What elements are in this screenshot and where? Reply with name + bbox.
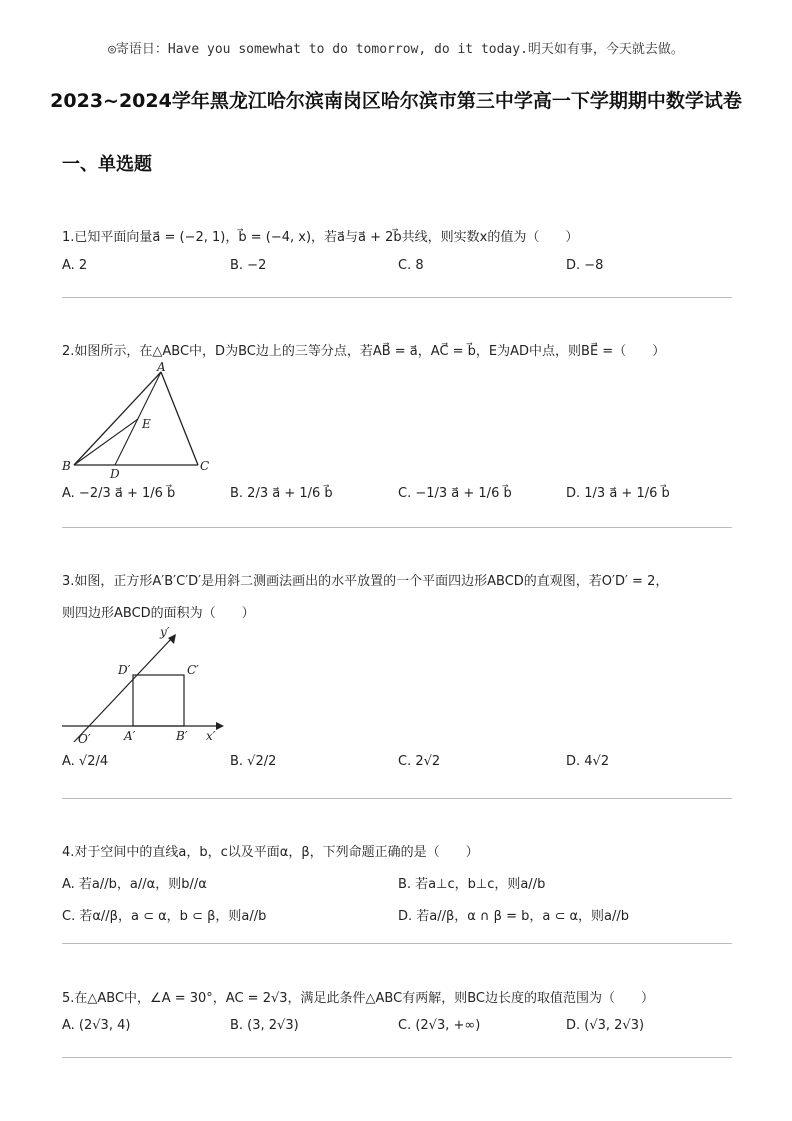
q3-option-d: D. 4√2 (566, 754, 610, 769)
divider (62, 297, 732, 298)
label-a-prime: A′ (124, 729, 136, 743)
question-2-stem: 2.如图所示，在△ABC中，D为BC边上的三等分点，若AB⃗ = a⃗，AC⃗ = b⃗，E为AD中点，则BE⃗ =（ ） (62, 344, 666, 359)
q2-option-b: B. 2/3 a⃗ + 1/6 b⃗ (230, 486, 333, 501)
section-heading: 一、单选题 (62, 154, 152, 175)
label-o-prime: O′ (78, 732, 91, 746)
q4-option-b: B. 若a⊥c，b⊥c，则a//b (398, 877, 546, 892)
label-c-prime: C′ (187, 663, 199, 677)
label-b-prime: B′ (176, 729, 188, 743)
q1-option-d: D. −8 (566, 258, 604, 273)
exam-title: 2023~2024学年黑龙江哈尔滨南岗区哈尔滨市第三中学高一下学期期中数学试卷 (50, 90, 742, 112)
triangle-figure (58, 362, 228, 482)
question-5-stem: 5.在△ABC中，∠A = 30°，AC = 2√3，满足此条件△ABC有两解，则BC边长度的取值范围为（ ） (62, 991, 654, 1006)
q5-option-c: C. (2√3, +∞) (398, 1018, 481, 1033)
q4-option-a: A. 若a//b，a//α，则b//α (62, 877, 207, 892)
q3-option-c: C. 2√2 (398, 754, 441, 769)
q1-option-a: A. 2 (62, 258, 88, 273)
q4-option-d: D. 若a//β，α ∩ β = b，a ⊂ α，则a//b (398, 909, 630, 924)
divider (62, 1057, 732, 1058)
q1-option-b: B. −2 (230, 258, 267, 273)
q2-option-c: C. −1/3 a⃗ + 1/6 b⃗ (398, 486, 512, 501)
divider (62, 943, 732, 944)
question-4-stem: 4.对于空间中的直线a，b，c以及平面α，β，下列命题正确的是（ ） (62, 845, 479, 860)
q2-option-d: D. 1/3 a⃗ + 1/6 b⃗ (566, 486, 670, 501)
question-1-stem: 1.已知平面向量a⃗ = (−2, 1)，b⃗ = (−4, x)，若a⃗与a⃗ + 2b⃗共线，则实数x的值为（ ） (62, 230, 579, 245)
label-a: A (157, 362, 166, 374)
label-b: B (62, 459, 71, 473)
q3-option-a: A. √2/4 (62, 754, 109, 769)
label-d: D (110, 467, 120, 481)
label-c: C (200, 459, 210, 473)
q1-option-c: C. 8 (398, 258, 424, 273)
q3-option-b: B. √2/2 (230, 754, 277, 769)
segment-be (74, 419, 138, 465)
q4-option-c: C. 若α//β，a ⊂ α，b ⊂ β，则a//b (62, 909, 267, 924)
side-ac (161, 372, 198, 465)
label-y-prime: y′ (160, 625, 170, 639)
square-a-b-c-d (133, 675, 184, 726)
oblique-projection-figure (58, 622, 228, 752)
divider (62, 798, 732, 799)
label-d-prime: D′ (118, 663, 131, 677)
label-x-prime: x′ (206, 729, 216, 743)
question-3-stem-line2: 则四边形ABCD的面积为（ ） (62, 606, 255, 621)
segment-ad (115, 372, 161, 465)
q5-option-a: A. (2√3, 4) (62, 1018, 131, 1033)
x-axis-arrow (216, 722, 224, 730)
q5-option-b: B. (3, 2√3) (230, 1018, 299, 1033)
divider (62, 527, 732, 528)
question-3-stem-line1: 3.如图，正方形A′B′C′D′是用斜二测画法画出的水平放置的一个平面四边形ABCD的直观图，若O′D′ = 2， (62, 574, 669, 589)
q5-option-d: D. (√3, 2√3) (566, 1018, 645, 1033)
motto-line: ◎寄语日：Have you somewhat to do tomorrow, do it today.明天如有事，今天就去做。 (108, 42, 684, 57)
label-e: E (142, 417, 151, 431)
q2-option-a: A. −2/3 a⃗ + 1/6 b⃗ (62, 486, 176, 501)
